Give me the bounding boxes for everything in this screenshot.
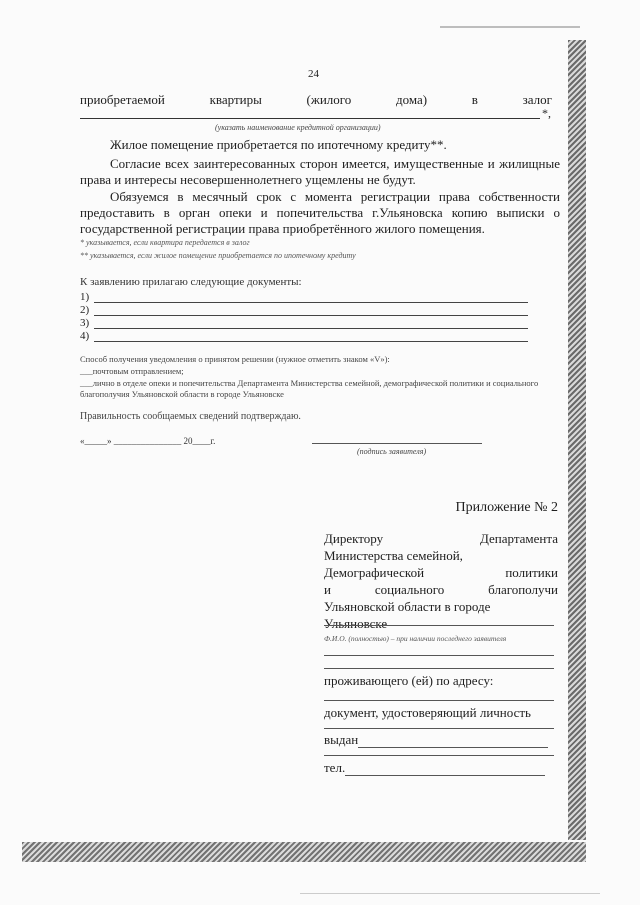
- document-input-rule[interactable]: [94, 341, 528, 342]
- confirmation-text: Правильность сообщаемых сведений подтверждаю.: [80, 411, 301, 422]
- bank-name-rule: [80, 118, 540, 119]
- issued-label: выдан: [324, 732, 359, 747]
- paragraph-consent: Согласие всех заинтересованных сторон имеется, имущественные и жилищные права и интересы несовершеннолетнего ущемлены не будут.: [80, 156, 560, 187]
- notification-title: Способ получения уведомления о принятом решении (нужное отметить знаком «V»):: [80, 354, 390, 364]
- document-input-rule[interactable]: [94, 328, 528, 329]
- scan-edge-bottom: [22, 842, 586, 862]
- address-input-rule[interactable]: [324, 700, 554, 701]
- document-number: 3): [80, 317, 90, 329]
- date-line[interactable]: «_____» _______________ 20____г.: [80, 436, 216, 446]
- addressee-line: Министерства семейной,: [324, 548, 463, 563]
- notification-option-personal[interactable]: ___лично в отделе опеки и попечительства Департамента Министерства семейной, демографической политики и социального благополучия Ульяновской области в городе Ульяновске: [80, 378, 539, 399]
- issued-continue-rule[interactable]: [324, 755, 554, 756]
- appendix-title: Приложение № 2: [455, 500, 558, 515]
- page-number: 24: [308, 68, 319, 80]
- clause-word: дома): [395, 92, 428, 107]
- clause-end-mark: *,: [542, 106, 551, 120]
- scan-edge-right: [568, 40, 586, 840]
- scan-edge-foot: [300, 893, 600, 894]
- fio-input-rule[interactable]: [324, 655, 554, 656]
- addressee-line: Директору Департамента: [324, 531, 558, 546]
- document-input-rule[interactable]: [94, 302, 528, 303]
- signature-caption: (подпись заявителя): [357, 447, 427, 456]
- notification-option-mail[interactable]: ___почтовым отправлением;: [80, 366, 184, 376]
- bank-name-caption: (указать наименование кредитной организации): [215, 123, 381, 132]
- id-document-label: документ, удостоверяющий личность: [324, 705, 531, 720]
- document-line: [80, 291, 89, 303]
- document-input-rule[interactable]: [94, 315, 528, 316]
- documents-title: К заявлению прилагаю следующие документы:: [80, 276, 302, 288]
- addressee-line: и социального благополучи: [324, 582, 558, 597]
- clause-word: приобретаемой: [80, 92, 165, 107]
- issued-line: [324, 732, 548, 748]
- paragraph-obligation: Обязуемся в месячный срок с момента регистрации права собственности предоставить в орган опеки и попечительства г.Ульяновска копию выписки о государственной регистрации права приобретённого жилого помещения.: [80, 189, 560, 236]
- paragraph-mortgage: Жилое помещение приобретается по ипотечному кредиту**.: [110, 137, 447, 152]
- id-document-input-rule[interactable]: [324, 728, 554, 729]
- scan-edge-top: [440, 26, 580, 28]
- residing-label: проживающего (ей) по адресу:: [324, 673, 494, 688]
- phone-label: тел.: [324, 760, 346, 775]
- clause-intro-line: [80, 92, 552, 108]
- addressee-continue-rule[interactable]: [324, 625, 554, 626]
- document-number: 1): [80, 291, 90, 303]
- phone-line: [324, 760, 545, 776]
- document-number: 2): [80, 304, 90, 316]
- footnote-1: * указывается, если квартира передается в залог: [80, 238, 250, 247]
- document-number: 4): [80, 330, 90, 342]
- document-line: [80, 317, 89, 329]
- fio-caption: Ф.И.О. (полностью) – при наличии последнего заявителя: [324, 634, 507, 643]
- clause-word: квартиры: [209, 92, 262, 107]
- footnote-2: ** указывается, если жилое помещение приобретается по ипотечному кредиту: [80, 251, 356, 260]
- clause-word: в: [471, 92, 478, 107]
- document-line: [80, 330, 89, 342]
- phone-input-rule[interactable]: [345, 775, 545, 776]
- addressee-line: Демографической политики: [324, 565, 558, 580]
- addressee-block: [324, 530, 558, 632]
- issued-input-rule[interactable]: [358, 747, 548, 748]
- clause-word: (жилого: [306, 92, 352, 107]
- clause-word: залог: [522, 92, 552, 107]
- addressee-line: Ульяновской области в городе: [324, 599, 491, 614]
- document-line: [80, 304, 89, 316]
- addressee-line: Ульяновске: [324, 616, 388, 631]
- fio-input-rule[interactable]: [324, 668, 554, 669]
- signature-rule[interactable]: [312, 443, 482, 444]
